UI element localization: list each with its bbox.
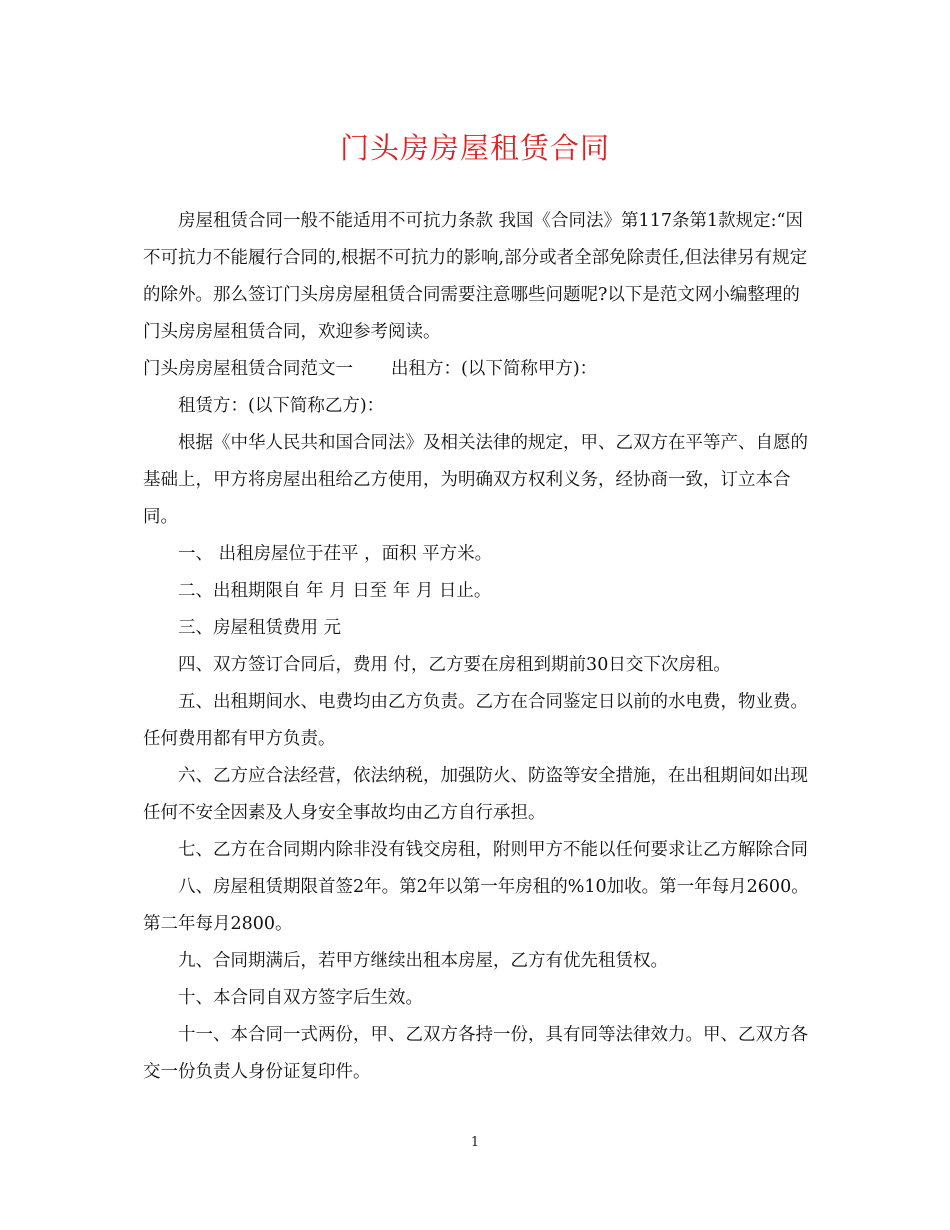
clause-2: 二、出租期限自 年 月 日至 年 月 日止。 bbox=[178, 581, 492, 601]
clause-4: 四、双方签订合同后，费用 付，乙方要在房租到期前30日交下次房租。 bbox=[178, 655, 731, 675]
lessee-line: 租赁方：(以下简称乙方)： bbox=[178, 396, 385, 416]
clause-1: 一、 出租房屋位于茌平 ，面积 平方米。 bbox=[178, 544, 493, 564]
document-body bbox=[143, 203, 815, 1091]
document-title: 门头房房屋租赁合同 bbox=[339, 131, 610, 165]
clause-6: 六、乙方应合法经营，依法纳税，加强防火、防盗等安全措施，在出租期间如出现任何不安全因素及人身安全事故均由乙方自行承担。 bbox=[143, 766, 808, 823]
clause-3: 三、房屋租赁费用 元 bbox=[178, 618, 342, 638]
preamble-paragraph: 根据《中华人民共和国合同法》及相关法律的规定，甲、乙双方在平等产、自愿的基础上，甲方将房屋出租给乙方使用，为明确双方权利义务，经协商一致，订立本合同。 bbox=[143, 433, 808, 527]
sample-heading-line bbox=[143, 351, 815, 388]
clause-10: 十、本合同自双方签字后生效。 bbox=[178, 988, 423, 1008]
clause-9: 九、合同期满后，若甲方继续出租本房屋，乙方有优先租赁权。 bbox=[178, 951, 668, 971]
clause-5: 五、出租期间水、电费均由乙方负责。乙方在合同鉴定日以前的水电费，物业费。任何费用都有甲方负责。 bbox=[143, 692, 808, 749]
clause-7: 七、乙方在合同期内除非没有钱交房租，附则甲方不能以任何要求让乙方解除合同 bbox=[178, 840, 808, 860]
intro-paragraph: 房屋租赁合同一般不能适用不可抗力条款 我国《合同法》第117条第1款规定:“因不可抗力不能履行合同的,根据不可抗力的影响,部分或者全部免除责任,但法律另有规定的除外。那么签订门头房房屋租赁合同需要注意哪些问题呢?以下是范文网小编整理的门头房房屋租赁合同，欢迎参考阅读。 bbox=[143, 211, 808, 342]
page-number: 1 bbox=[470, 1135, 480, 1150]
sample-heading: 门头房房屋租赁合同范文一 bbox=[143, 359, 353, 379]
clause-8: 八、房屋租赁期限首签2年。第2年以第一年房租的%10加收。第一年每月2600。第二年每月2800。 bbox=[143, 877, 809, 934]
clause-11: 十一、本合同一式两份，甲、乙双方各持一份，具有同等法律效力。甲、乙双方各交一份负责人身份证复印件。 bbox=[143, 1025, 808, 1082]
lessor-line: 出租方：(以下简称甲方)： bbox=[391, 359, 598, 379]
